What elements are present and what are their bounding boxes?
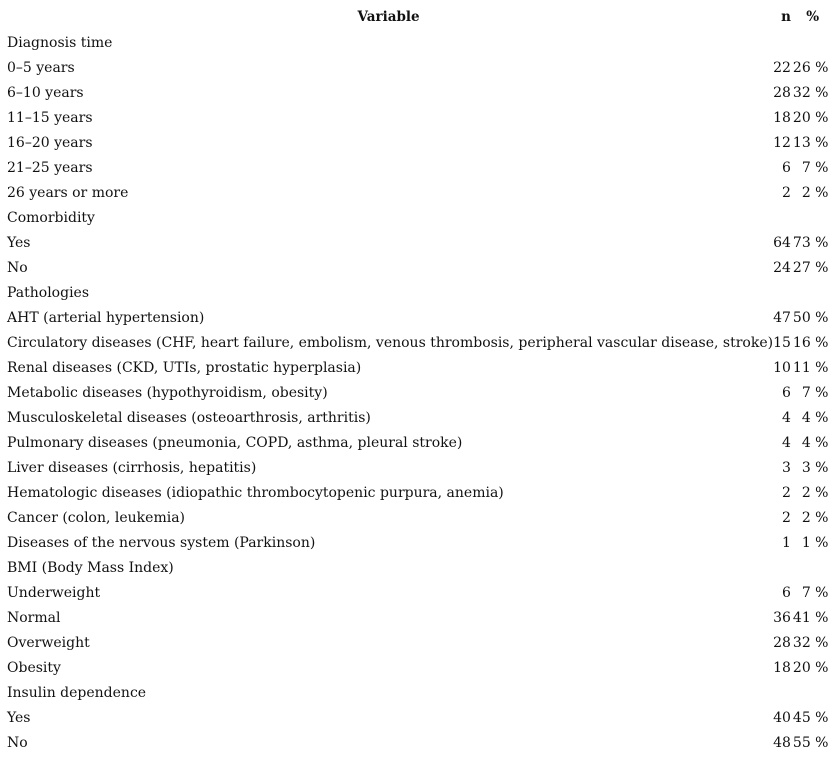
table-row	[4, 655, 832, 680]
table-header-row	[4, 4, 832, 30]
table-row	[4, 730, 832, 755]
row-label: No	[7, 259, 28, 276]
table-group-row	[4, 280, 832, 305]
table-row	[4, 155, 832, 180]
table-row	[4, 80, 832, 105]
row-count	[773, 280, 793, 305]
row-percent: 32 %	[792, 84, 829, 101]
header-percent: %	[806, 9, 820, 25]
row-percent: 73 %	[792, 234, 829, 251]
table-row	[4, 130, 832, 155]
table-group-row	[4, 205, 832, 230]
row-percent: 50 %	[792, 309, 829, 326]
table-body	[4, 30, 832, 755]
row-percent: 7 %	[801, 384, 829, 401]
row-count: 2	[781, 509, 791, 526]
row-count: 18	[773, 659, 791, 676]
row-percent: 26 %	[792, 59, 829, 76]
row-percent: 3 %	[801, 459, 829, 476]
row-count: 4	[781, 409, 791, 426]
row-count	[773, 205, 793, 230]
row-label: Yes	[7, 709, 31, 726]
row-count: 47	[773, 309, 791, 326]
header-variable: Variable	[357, 9, 420, 25]
row-count: 4	[781, 434, 791, 451]
row-percent: 20 %	[792, 109, 829, 126]
table-group-row	[4, 680, 832, 705]
row-label: Diseases of the nervous system (Parkinson)	[7, 534, 316, 551]
row-label: Hematologic diseases (idiopathic thrombocytopenic purpura, anemia)	[7, 484, 504, 501]
row-percent: 55 %	[792, 734, 829, 751]
row-count: 6	[781, 159, 791, 176]
row-count	[773, 555, 793, 580]
row-count: 22	[773, 59, 791, 76]
table-row	[4, 355, 832, 380]
row-label: Obesity	[7, 659, 61, 676]
table-row	[4, 255, 832, 280]
table-row	[4, 605, 832, 630]
row-count: 40	[773, 709, 791, 726]
table-row	[4, 180, 832, 205]
row-percent: 32 %	[792, 634, 829, 651]
row-percent: 7 %	[801, 159, 829, 176]
group-label: Pathologies	[7, 284, 90, 301]
row-label: Overweight	[7, 634, 90, 651]
row-percent	[793, 205, 832, 230]
row-label: 26 years or more	[7, 184, 129, 201]
table-row	[4, 430, 832, 455]
row-percent: 1 %	[801, 534, 829, 551]
row-count: 12	[773, 134, 791, 151]
table-row	[4, 105, 832, 130]
row-count: 6	[781, 384, 791, 401]
table-row	[4, 455, 832, 480]
row-label: Liver diseases (cirrhosis, hepatitis)	[7, 459, 257, 476]
table-row	[4, 405, 832, 430]
table-group-row	[4, 30, 832, 55]
row-percent	[793, 280, 832, 305]
row-label: Renal diseases (CKD, UTIs, prostatic hyperplasia)	[7, 359, 362, 376]
row-label: 16–20 years	[7, 134, 93, 151]
table-row	[4, 580, 832, 605]
row-percent	[793, 30, 832, 55]
table-row	[4, 305, 832, 330]
row-percent: 7 %	[801, 584, 829, 601]
table-row	[4, 230, 832, 255]
row-label: Musculoskeletal diseases (osteoarthrosis, arthritis)	[7, 409, 371, 426]
row-count: 36	[773, 609, 791, 626]
row-percent: 13 %	[792, 134, 829, 151]
table-row	[4, 705, 832, 730]
row-percent: 4 %	[801, 434, 829, 451]
row-count: 28	[773, 634, 791, 651]
row-percent: 2 %	[801, 509, 829, 526]
group-label: Comorbidity	[7, 209, 95, 226]
row-percent: 41 %	[792, 609, 829, 626]
row-label: 21–25 years	[7, 159, 93, 176]
row-count	[773, 30, 793, 55]
table-row	[4, 505, 832, 530]
row-label: No	[7, 734, 28, 751]
row-percent: 11 %	[792, 359, 829, 376]
row-label: Yes	[7, 234, 31, 251]
row-count: 28	[773, 84, 791, 101]
row-label: 6–10 years	[7, 84, 84, 101]
row-percent: 20 %	[792, 659, 829, 676]
variables-table	[4, 4, 832, 755]
row-percent	[793, 555, 832, 580]
row-count: 3	[781, 459, 791, 476]
row-count: 10	[773, 359, 791, 376]
header-n: n	[781, 9, 791, 25]
group-label: Diagnosis time	[7, 34, 113, 51]
row-percent: 16 %	[792, 334, 829, 351]
row-label: AHT (arterial hypertension)	[7, 309, 205, 326]
table-row	[4, 380, 832, 405]
row-count: 15	[773, 334, 791, 351]
row-count: 2	[781, 484, 791, 501]
row-count: 64	[773, 234, 791, 251]
group-label: Insulin dependence	[7, 684, 147, 701]
row-count: 1	[781, 534, 791, 551]
row-percent: 45 %	[792, 709, 829, 726]
row-count: 24	[773, 259, 791, 276]
table-row	[4, 330, 832, 355]
row-count	[773, 680, 793, 705]
row-label: Normal	[7, 609, 61, 626]
row-label: 11–15 years	[7, 109, 93, 126]
row-percent: 2 %	[801, 184, 829, 201]
row-count: 48	[773, 734, 791, 751]
table-row	[4, 55, 832, 80]
table-group-row	[4, 555, 832, 580]
table-row	[4, 630, 832, 655]
row-label: Circulatory diseases (CHF, heart failure, embolism, venous thrombosis, peripheral vascular disease, stroke)	[7, 334, 774, 351]
row-percent: 4 %	[801, 409, 829, 426]
row-label: Pulmonary diseases (pneumonia, COPD, asthma, pleural stroke)	[7, 434, 463, 451]
group-label: BMI (Body Mass Index)	[7, 559, 174, 576]
row-count: 2	[781, 184, 791, 201]
table-row	[4, 530, 832, 555]
row-percent	[793, 680, 832, 705]
row-count: 6	[781, 584, 791, 601]
row-count: 18	[773, 109, 791, 126]
row-label: 0–5 years	[7, 59, 75, 76]
row-label: Cancer (colon, leukemia)	[7, 509, 186, 526]
row-percent: 27 %	[792, 259, 829, 276]
row-label: Metabolic diseases (hypothyroidism, obesity)	[7, 384, 328, 401]
row-percent: 2 %	[801, 484, 829, 501]
table-row	[4, 480, 832, 505]
row-label: Underweight	[7, 584, 101, 601]
